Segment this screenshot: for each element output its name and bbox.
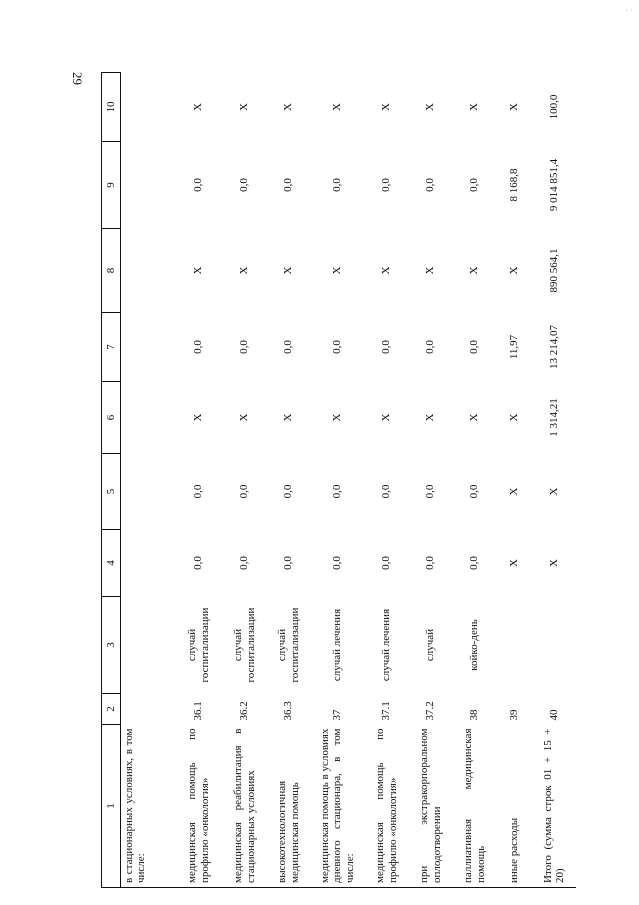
table-row: [223, 73, 267, 888]
row-number: 36.3: [282, 701, 295, 721]
table-row: [409, 73, 453, 888]
value-cell: Х: [282, 103, 295, 111]
value-cell: Х: [331, 266, 344, 275]
value-cell: 0,0: [424, 556, 437, 570]
column-header: 9: [102, 142, 121, 229]
unit-cell: случай лечения: [380, 608, 393, 682]
value-cell: Х: [468, 266, 481, 275]
value-cell: 8 168,8: [508, 168, 521, 202]
column-header: 5: [102, 454, 121, 530]
value-cell: Х: [508, 103, 521, 111]
value-cell: [121, 73, 175, 142]
value-cell: 0,0: [238, 340, 251, 354]
value-cell: Х: [424, 103, 437, 111]
row-label: медицинская помощь по профилю «онкология»: [365, 725, 409, 888]
value-cell: 100,0: [547, 94, 560, 120]
value-cell: 0,0: [331, 178, 344, 192]
value-cell: 890 564,1: [547, 248, 560, 293]
row-number: 37.1: [380, 701, 393, 721]
page-number: 29: [70, 72, 85, 85]
value-cell: 0,0: [468, 556, 481, 570]
value-cell: Х: [192, 103, 205, 111]
value-cell: Х: [282, 413, 295, 422]
value-cell: 0,0: [282, 340, 295, 354]
value-cell: Х: [192, 266, 205, 275]
value-cell: 0,0: [468, 340, 481, 354]
row-number: 40: [547, 709, 560, 721]
row-number: [121, 694, 175, 725]
value-cell: 0,0: [192, 484, 205, 499]
value-cell: 0,0: [468, 484, 481, 499]
value-cell: Х: [508, 266, 521, 275]
value-cell: Х: [331, 103, 344, 111]
row-label: при экстракорпоральном оплодотворении: [409, 725, 453, 888]
row-number: 37: [331, 709, 344, 721]
value-cell: Х: [380, 266, 393, 275]
column-header: 4: [102, 530, 121, 597]
row-label: медицинская помощь в условиях дневного стационара, в том числе:: [311, 725, 365, 888]
value-cell: Х: [508, 559, 521, 567]
value-cell: 0,0: [192, 556, 205, 570]
value-cell: Х: [424, 413, 437, 422]
value-cell: [121, 229, 175, 313]
table-header-row: [102, 73, 121, 888]
value-cell: 0,0: [331, 340, 344, 354]
value-cell: Х: [238, 103, 251, 111]
value-cell: 0,0: [424, 178, 437, 192]
row-number: 39: [508, 709, 521, 721]
value-cell: Х: [331, 413, 344, 422]
unit-cell: [533, 597, 576, 694]
value-cell: 0,0: [192, 178, 205, 192]
column-header: 2: [102, 694, 121, 725]
value-cell: 0,0: [282, 178, 295, 192]
row-number: 36.2: [238, 701, 251, 721]
column-header: 10: [102, 73, 121, 142]
value-cell: 0,0: [468, 178, 481, 192]
value-cell: Х: [508, 487, 521, 496]
value-cell: 0,0: [238, 178, 251, 192]
row-number: 36.1: [192, 701, 205, 721]
value-cell: 0,0: [238, 484, 251, 499]
value-cell: 0,0: [192, 340, 205, 354]
value-cell: 0,0: [238, 556, 251, 570]
table-row: [365, 73, 409, 888]
unit-cell: случай лечения: [331, 608, 344, 682]
value-cell: 0,0: [424, 484, 437, 499]
value-cell: 0,0: [282, 484, 295, 499]
unit-cell: [121, 597, 175, 694]
unit-cell: случай госпитализации: [232, 607, 257, 683]
table-row: [311, 73, 365, 888]
column-header: 3: [102, 597, 121, 694]
value-cell: [121, 142, 175, 229]
unit-cell: койко-день: [468, 619, 481, 671]
value-cell: 1 314,21: [547, 398, 560, 437]
value-cell: [121, 530, 175, 597]
unit-cell: случай госпитализации: [276, 607, 301, 683]
value-cell: 9 014 851,4: [547, 158, 560, 212]
row-number: 38: [468, 709, 481, 721]
value-cell: [121, 454, 175, 530]
value-cell: 0,0: [380, 178, 393, 192]
value-cell: Х: [238, 266, 251, 275]
value-cell: Х: [547, 487, 560, 496]
row-label: в стационарных условиях, в том числе:: [121, 725, 175, 888]
value-cell: Х: [282, 266, 295, 275]
value-cell: 0,0: [331, 484, 344, 499]
value-cell: [121, 382, 175, 454]
row-label: высокотехнологичная медицинская помощь: [267, 725, 311, 888]
value-cell: Х: [547, 559, 560, 567]
table-row: [121, 73, 175, 888]
column-header: 1: [102, 725, 121, 888]
table-row: [453, 73, 497, 888]
row-label: паллиативная медицинская помощь: [453, 725, 497, 888]
value-cell: Х: [508, 413, 521, 422]
row-number: 37.2: [424, 701, 437, 721]
value-cell: Х: [192, 413, 205, 422]
value-cell: 0,0: [282, 556, 295, 570]
value-cell: 0,0: [380, 556, 393, 570]
value-cell: Х: [468, 103, 481, 111]
table-row: [175, 73, 223, 888]
corner-mark: · ·: [625, 6, 633, 15]
value-cell: 13 214,07: [547, 325, 560, 369]
value-cell: Х: [424, 266, 437, 275]
value-cell: 0,0: [380, 340, 393, 354]
column-header: 8: [102, 229, 121, 313]
row-label: медицинская реабилитация в стационарных условиях: [223, 725, 267, 888]
value-cell: Х: [468, 413, 481, 422]
financial-table: [101, 72, 576, 888]
rotated-table-container: [101, 73, 566, 888]
unit-cell: [497, 597, 533, 694]
row-label: медицинская помощь по профилю «онкология»: [175, 725, 223, 888]
value-cell: Х: [238, 413, 251, 422]
table-row: [497, 73, 533, 888]
row-label: иные расходы: [497, 725, 533, 888]
value-cell: Х: [380, 413, 393, 422]
value-cell: 11,97: [508, 334, 521, 360]
unit-cell: случай госпитализации: [186, 607, 211, 683]
table-row: [533, 73, 576, 888]
value-cell: 0,0: [424, 340, 437, 354]
row-label: Итого (сумма строк 01 + 15 + 20): [533, 725, 576, 888]
value-cell: [121, 313, 175, 382]
value-cell: 0,0: [380, 484, 393, 499]
unit-cell: случай: [424, 628, 437, 662]
column-header: 6: [102, 382, 121, 454]
value-cell: Х: [380, 103, 393, 111]
value-cell: 0,0: [331, 556, 344, 570]
column-header: 7: [102, 313, 121, 382]
table-row: [267, 73, 311, 888]
